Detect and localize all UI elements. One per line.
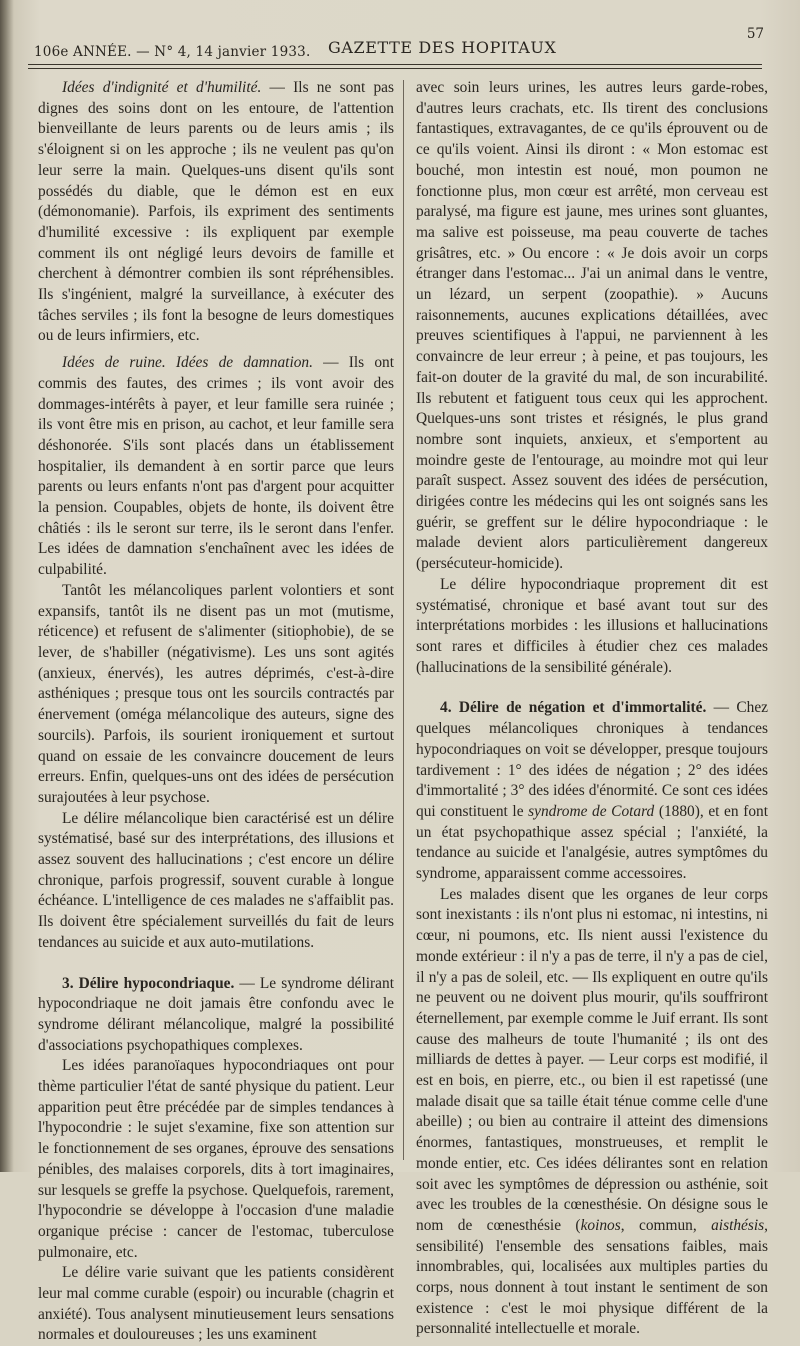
paragraph-negation — [416, 698, 768, 884]
emphasis-text: aisthésis — [711, 1216, 765, 1234]
paragraph-text: Tantôt les mélancoliques parlent volontiers et sont expansifs, tantôt ils ne disent pas un mot (mutisme, réticence) et refusent de s'alimenter (sitiophobie), de se lever, de s'habiller (négativisme). Les uns sont agités (anxieux, énervés), les autres déprimés, c'est-à-dire asthéniques ; presque tous ont les sourcils contractés par énervement (oméga mélancolique des auteurs, signe des sourcils). Parfois, ils sourient ironiquement et surtout quand on essaie de les convaincre doucement de leurs erreurs. Enfin, quelques-uns ont des idées de persécution surajoutées à leur psychose. — [38, 581, 394, 806]
paragraph-text: Le délire mélancolique bien caractérisé est un délire systématisé, basé sur des interprétations, des illusions et assez souvent des hallucinations ; c'est encore un délire chronique, parfois progressif, souvent curable à longue échéance. L'intelligence de ces malades ne s'affaiblit pas. Ils doivent être spécialement surveillés du fait de leurs tendances au suicide et aux auto-mutilations. — [38, 809, 394, 951]
emphasis-text: syndrome de Cotard — [528, 802, 655, 820]
page-number: 57 — [746, 26, 764, 42]
paragraph-text: avec soin leurs urines, les autres leurs garde-robes, d'autres leurs crachats, etc. Ils tirent des conclusions fantastiques, extravagantes, de ce qu'ils éprouvent ou de ce qu'ils voient. Ainsi ils diront : « Mon estomac est bouché, mon intestin est noué, mon poumon ne fonctionne plus, mon cœur est arrêté, mon cerveau est paralysé, ma figure est jaune, mes urines sont gluantes, ma salive est poisseuse, ma peau couverte de taches grisâtres, etc. » Ou encore : « Je dois avoir un corps étranger dans l'estomac... J'ai un animal dans le ventre, un lézard, un serpent (zoopathie). » Aucuns raisonnements, aucunes explications détaillées, avec preuves scientifiques à l'appui, ne parviennent à les convaincre de leur erreur ; à peine, et pas toujours, les fait-on douter de la gravité du mal, de son incurabilité. Ils rebutent et fatiguent tous ceux qui les approchent. Quelques-uns sont tristes et résignés, le plus grand nombre sont inquiets, anxieux, et s'emportent au moindre geste de l'entourage, au moindre mot qui leur paraît suspect. Assez souvent des idées de persécution, dirigées contre les médecins qui les ont soignés sans les guérir, se greffent sur le délire hypocondriaque : le malade devient alors particulièrement dangereux (persécuteur-homicide). — [416, 79, 768, 573]
section-heading: Idées de ruine. Idées de damnation. — [62, 354, 313, 372]
paragraph-text: , sensibilité) l'ensemble des sensations faibles, mais innombrables, qui, localisées aux multiples parties du corps, nous donnent à tout instant le sentiment de son existence : c'est le moi physique différent de la personnalité intellectuelle et morale. — [416, 1216, 768, 1338]
paragraph-hypocondriaque — [38, 974, 394, 1057]
paragraph-text: — Le syndrome délirant hypocondriaque ne doit jamais être confondu avec le syndrome délirant mélancolique, malgré la possibilité d'associations psychopathiques complexes. — [38, 974, 394, 1054]
paragraph-indignite — [38, 78, 394, 347]
emphasis-text: koinos — [580, 1216, 621, 1234]
left-column — [38, 78, 394, 1346]
section-heading: 4. Délire de négation et d'immortalité. — [440, 699, 707, 717]
paragraph-text: Le délire varie suivant que les patients considèrent leur mal comme curable (espoir) ou incurable (chagrin et anxiété). Tous analysent minutieusement leurs sensations normales et douloureuses ; les uns examinent — [38, 1264, 394, 1344]
column-divider — [403, 80, 404, 1160]
issue-info: 106e ANNÉE. — N° 4, 14 janvier 1933. — [34, 44, 311, 60]
section-heading: Idées d'indignité et d'humilité. — [62, 79, 262, 96]
section-heading: 3. Délire hypocondriaque. — [62, 974, 235, 992]
page-header — [28, 26, 780, 66]
paragraph-text: Les malades disent que les organes de leur corps sont inexistants : ils n'ont plus ni estomac, ni intestins, ni cœur, ni poumons, etc. Ils nient aussi l'existence du monde extérieur : il n'y a pas de terre, il n'y a pas de ciel, il n'y a pas de soleil, etc. — Ils expliquent en outre qu'ils ne peuvent ou ne doivent plus mourir, qu'ils souffriront éternellement, par exemple comme le Juif errant. Ils sont cause des malheurs de toute l'humanité ; ils ont des milliards de dettes à payer. — Leur corps est modifié, il est en bois, en pierre, etc., ou bien il est rapetissé (une malade disait que sa taille était ténue comme celle d'une abeille) ; ou bien au contraire il atteint des dimensions énormes, fantastiques, monstrueuses, et remplit le monde entier, etc. Ces idées délirantes sont en relation soit avec les symptômes de dépression ou asthénie, soit avec les troubles de la cœnesthésie. On désigne sous le nom de cœnesthésie ( — [416, 885, 768, 1234]
paragraph-organes — [416, 885, 768, 1340]
paragraph-text: — Ils ne sont pas dignes des soins dont on les entoure, de l'attention bienveillante de leurs parents ou de leurs amis ; ils s'éloignent si on les approche ; ils ne veulent pas qu'on leur serre la main. Quelques-uns disent qu'ils sont possédés du diable, que le démon est en eux (démonomanie). Parfois, ils expriment des sentiments d'humilité excessive : ils expliquent par exemple comment ils ont négligé leurs devoirs de famille et cherchent à démontrer combien ils sont répréhensibles. Ils s'ingénient, malgré la surveillance, à exécuter des tâches serviles ; ils font la besogne de leurs domestiques ou de leurs infirmiers, etc. — [38, 79, 394, 345]
header-rule-thin — [28, 68, 762, 69]
paragraph-text: Le délire hypocondriaque proprement dit est systématisé, chronique et basé avant tout sur des interprétations morbides : les illusions et hallucinations sont rares et difficiles à étudier chez ces malades (hallucinations de la sensibilité générale). — [416, 575, 768, 676]
paragraph-text: Les idées paranoïaques hypocondriaques ont pour thème particulier l'état de santé physique du patient. Leur apparition peut être précédée par de simples tendances à l'hypocondrie : le sujet s'examine, fixe son attention sur le fonctionnement de ses organes, éprouve des sensations pénibles, des malaises corporels, dits à tort imaginaires, sur lesquels se greffe la psychose. Quelquefois, rarement, l'hypocondrie se développe à l'occasion d'une maladie organique précise : cancer de l'estomac, tuberculose pulmonaire, etc. — [38, 1057, 394, 1261]
paragraph-text: (1880), et en font un état psychopathique assez spécial ; l'anxiété, la tendance au suicide et l'analgésie, autres symptômes du syndrome, apparaissent comme accessoires. — [416, 802, 768, 883]
paragraph-ruine — [38, 353, 394, 581]
paragraph-text: , commun, — [620, 1216, 712, 1234]
right-column — [416, 78, 768, 1340]
paragraph-text: — Chez quelques mélancoliques chroniques à tendances hypocondriaques on voit se développer, presque toujours tardivement : 1° des idées de négation ; 2° des idées d'immortalité ; 3° des idées d'énormité. Ce sont ces idées qui constituent le — [416, 699, 769, 820]
header-rule — [28, 64, 762, 65]
publication-title: GAZETTE DES HOPITAUX — [328, 38, 557, 57]
paragraph-text: — Ils ont commis des fautes, des crimes ; ils vont avoir des dommages-intérêts à payer, et leur famille sera ruinée ; ils vont être mis en prison, au cachot, et leur famille sera déshonorée. S'ils sont placés dans un établissement hospitalier, ils demandent à en sortir parce que leurs parents ou leurs enfants n'ont pas d'argent pour acquitter la pension. Coupables, objets de honte, ils doivent être châtiés : ils le seront sur terre, ils le seront dans l'enfer. Les idées de damnation s'enchaînent avec les idées de culpabilité. — [38, 354, 394, 579]
